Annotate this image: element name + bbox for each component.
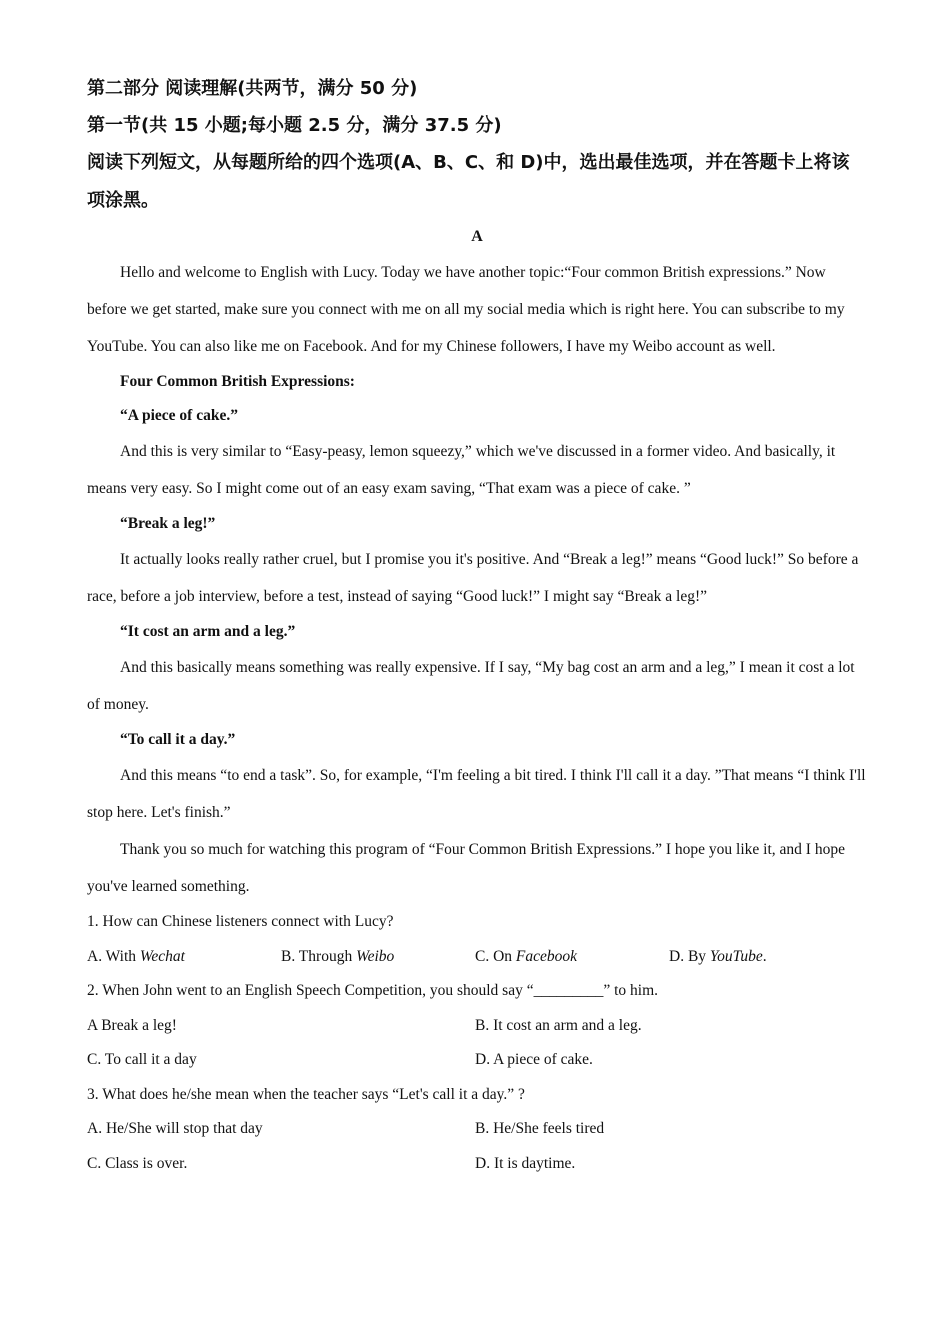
expression-title: “It cost an arm and a leg.” — [120, 623, 296, 640]
question-options — [87, 1112, 867, 1147]
passage-letter: A — [471, 228, 483, 245]
section-heading: 第一节(共 15 小题;每小题 2.5 分，满分 37.5 分) — [87, 115, 502, 136]
question-stem: 1. How can Chinese listeners connect with Lucy? — [87, 913, 394, 930]
option-c: C. On Facebook — [475, 947, 578, 965]
option-a: A. With Wechat — [87, 947, 185, 965]
question-stem: 2. When John went to an English Speech Competition, you should say “_________” to him. — [87, 982, 659, 999]
exam-page — [87, 70, 867, 1181]
option-c: C. To call it a day — [87, 1051, 197, 1068]
instruction-text: 阅读下列短文，从每题所给的四个选项(A、B、C、和 D)中，选出最佳选项，并在答题卡上将该项涂黑。 — [87, 152, 850, 211]
question-options — [87, 1009, 867, 1044]
intro-paragraph: Hello and welcome to English with Lucy. Today we have another topic:“Four common British expressions.” Now before we get started, make sure you connect with me on all my social media which is right here. You can subscribe to my YouTube. You can also like me on Facebook. And for my Chinese followers, I have my Weibo account as well. — [87, 264, 845, 355]
question-options — [87, 1147, 867, 1182]
question-options — [87, 1043, 867, 1078]
expression-text: It actually looks really rather cruel, but I promise you it's positive. And “Break a leg!” means “Good luck!” So before a race, before a job interview, before a test, instead of saying “Good luck!” I might say “Break a leg!” — [87, 551, 859, 605]
expression-text: And this is very similar to “Easy-peasy, lemon squeezy,” which we've discussed in a former video. And basically, it means very easy. So I might come out of an easy exam saving, “That exam was a piece of cake. ” — [87, 443, 836, 497]
option-d: D. A piece of cake. — [475, 1051, 593, 1068]
option-a: A. He/She will stop that day — [87, 1120, 263, 1137]
expression-title: “Break a leg!” — [120, 515, 216, 532]
list-title: Four Common British Expressions: — [120, 373, 355, 390]
expression-title: “A piece of cake.” — [120, 407, 238, 424]
option-b: B. It cost an arm and a leg. — [475, 1016, 642, 1034]
question-options — [87, 940, 867, 975]
expression-text: And this basically means something was really expensive. If I say, “My bag cost an arm and a leg,” I mean it cost a lot of money. — [87, 659, 855, 713]
option-d: D. It is daytime. — [475, 1154, 576, 1172]
closing-paragraph: Thank you so much for watching this program of “Four Common British Expressions.” I hope you like it, and I hope you've learned something. — [87, 841, 845, 895]
part-heading: 第二部分 阅读理解(共两节，满分 50 分) — [87, 78, 418, 99]
option-c: C. Class is over. — [87, 1154, 188, 1172]
option-b: B. Through Weibo — [281, 947, 395, 965]
question-stem: 3. What does he/she mean when the teacher says “Let's call it a day.” ? — [87, 1085, 525, 1103]
option-b: B. He/She feels tired — [475, 1120, 605, 1137]
option-d: D. By YouTube. — [669, 947, 767, 965]
expression-text: And this means “to end a task”. So, for example, “I'm feeling a bit tired. I think I'll call it a day. ”That means “I think I'll stop here. Let's finish.” — [87, 767, 866, 821]
option-a: A Break a leg! — [87, 1016, 177, 1034]
expression-title: “To call it a day.” — [120, 731, 236, 748]
